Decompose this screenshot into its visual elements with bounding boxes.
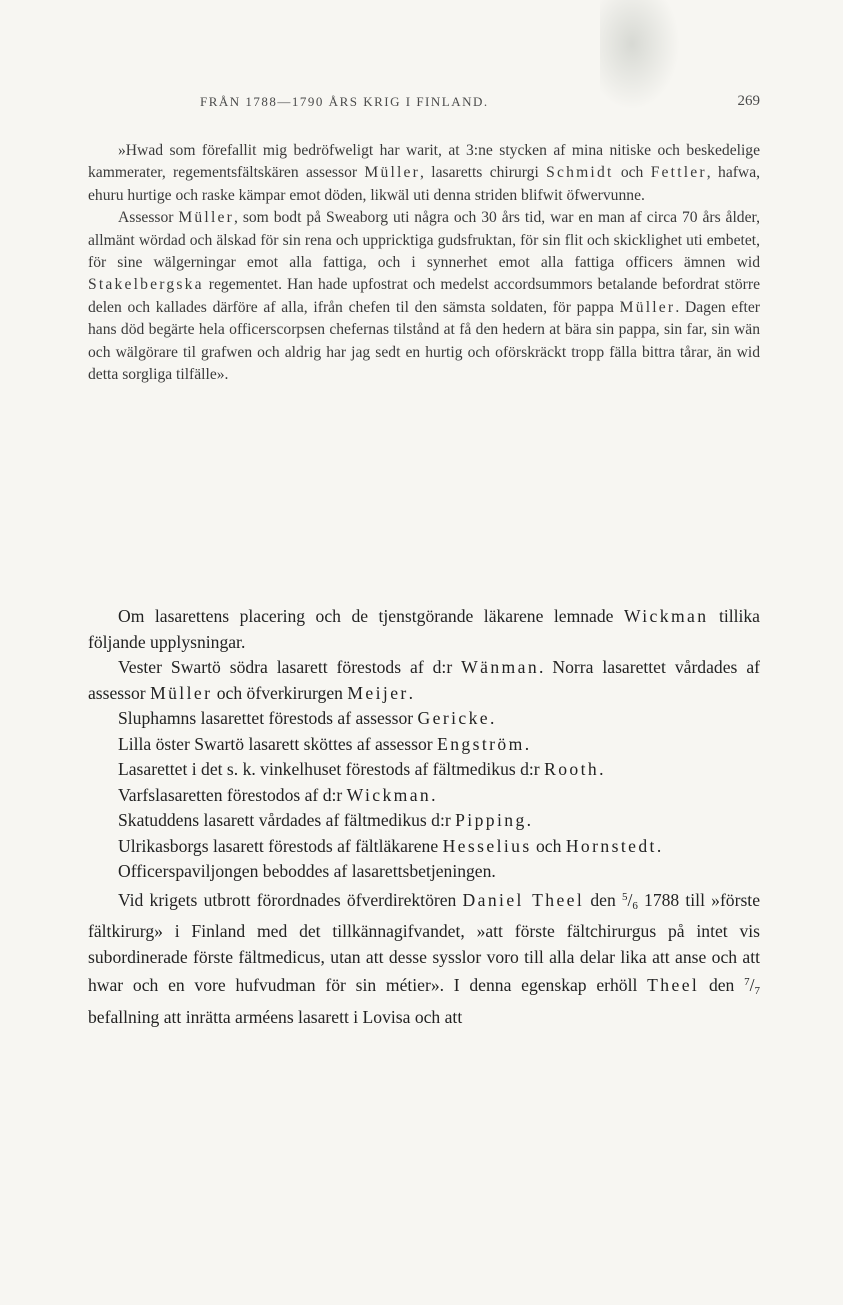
paragraph-8: Ulrikasborgs lasarett förestods af fältläkarene Hesselius och Hornstedt. xyxy=(118,835,662,856)
date-fraction: $^5/_6$ xyxy=(621,889,638,912)
page-number: 269 xyxy=(737,93,760,109)
paragraph-9: Officerspaviljongen beboddes af lasarettsbetjeningen. xyxy=(118,861,496,881)
paragraph-3: Sluphamns lasarettet förestods af assessor Gericke. xyxy=(118,708,495,728)
paragraph-7: Skatuddens lasarett vårdades af fältmedikus d:r Pipping. xyxy=(118,810,532,830)
running-title: FRÅN 1788—1790 ÅRS KRIG I FINLAND. xyxy=(200,94,489,109)
quote-paragraph-1: »Hwad som förefallit mig bedröfweligt har warit, at 3:ne stycken af mina nitiske och beskedelige kammerater, regementsfältskären assessor Müller, lasaretts chirurgi Schmidt och Fettler, hafwa, ehuru hurtige och raske kämpar emot döden, likwäl uti denna striden blifwit öfwervunne. xyxy=(88,142,761,204)
paragraph-1: Om lasarettens placering och de tjenstgörande läkarene lemnade Wickman tillika följande upplysningar. xyxy=(88,606,760,652)
main-text xyxy=(88,604,760,1030)
quote-paragraph-2: Assessor Müller, som bodt på Sweaborg uti några och 30 års tid, war en man af circa 70 års ålder, allmänt wördad och älskad för sin rena och uppricktiga gudsfruktan, för sin flit och skicklighet uti embetet, för sine wälgerningar emot alla fattiga, och i synnerhet emot alla fattiga officers ämnen wid Stakelbergska regementet. Han hade upfostrat och medelst accordsummors betalande befordrat större delen och kallades därföre af alla, ifrån chefen til den sämsta soldaten, för pappa Müller. Dagen efter hans död begärte hela officerscorpsen chefernas tilstånd at få den hedern at bära sin pappa, sin far, sin wän och wälgörare til grafwen och aldrig har jag sedt en hurtig och oförskräckt tropp fälla bittra tårar, än wid detta sorgliga tilfälle». xyxy=(88,209,760,384)
date-fraction: $^7/_7$ xyxy=(744,975,760,997)
paragraph-4: Lilla öster Swartö lasarett sköttes af assessor Engström. xyxy=(118,733,530,754)
paragraph-6: Varfslasaretten förestodos af d:r Wickman. xyxy=(118,784,436,805)
quoted-passage xyxy=(88,140,760,386)
paragraph-5: Lasarettet i det s. k. vinkelhuset förestods af fältmedikus d:r Rooth. xyxy=(118,759,604,779)
paragraph-10: Vid krigets utbrott förordnades öfverdirektören Daniel Theel den $^5/_6$ 1788 till »förste fältkirurg» i Finland med det tillkännagifvandet, »att förste fältchirurgus på intet vis subordinerade förste fältmedicus, utan att desse sysslor voro till alla delar lika att anse och att hwar och en vore hufvudman för sin métier». I denna egenskap erhöll Theel den $^7/_7$ befallning att inrätta arméens lasarett i Lovisa och att xyxy=(88,889,761,1027)
paragraph-2: Vester Swartö södra lasarett förestods af d:r Wänman. Norra lasarettet vårdades af assessor Müller och öfverkirurgen Meijer. xyxy=(88,657,760,703)
paper-stain xyxy=(600,0,680,110)
